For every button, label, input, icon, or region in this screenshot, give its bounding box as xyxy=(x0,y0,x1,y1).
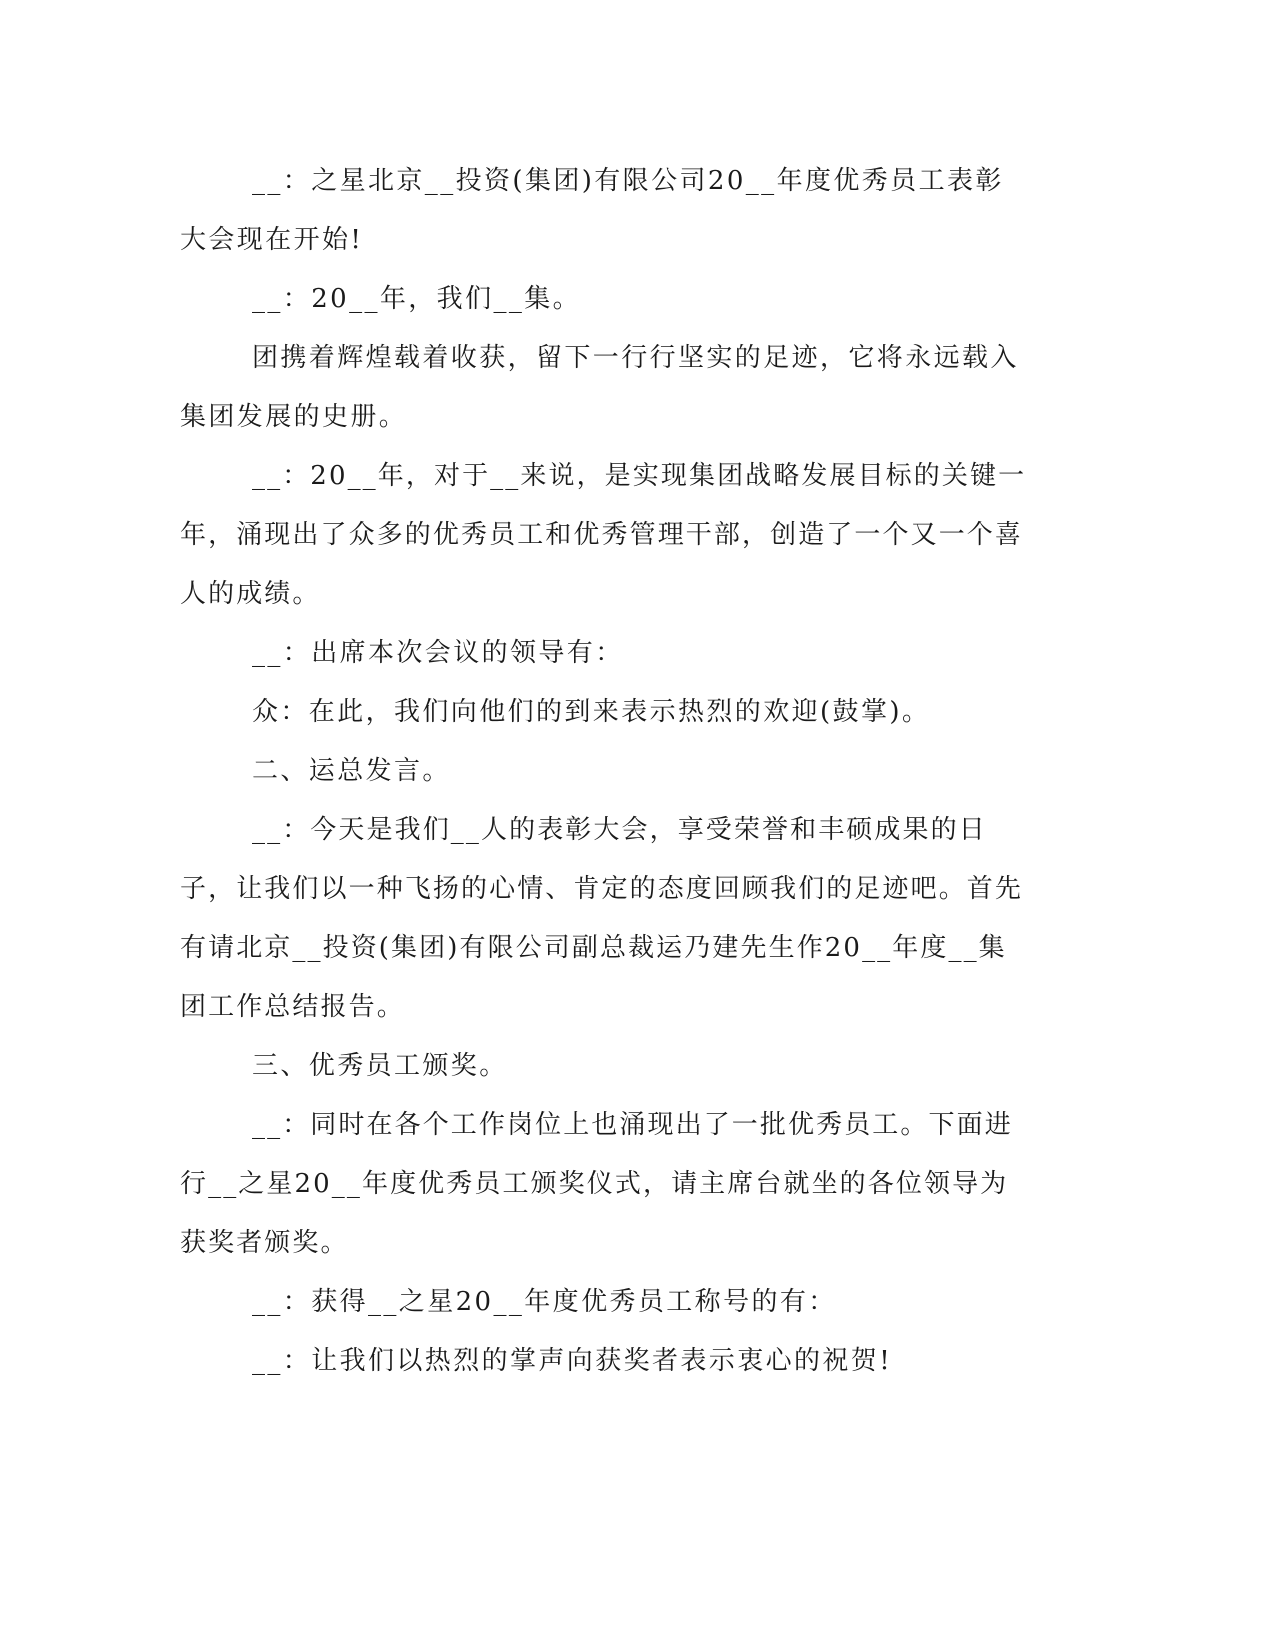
paragraph-award-winners: __：获得__之星20__年度优秀员工称号的有： xyxy=(252,1287,837,1317)
section-heading-speech: 二、运总发言。 xyxy=(252,756,451,786)
paragraph-leaders: __：出席本次会议的领导有： xyxy=(252,638,624,668)
paragraph-key-year: __：20__年，对于__来说，是实现集团战略发展目标的关键一年，涌现出了众多的优秀员工和优秀管理干部，创造了一个又一个喜人的成绩。 xyxy=(180,461,1027,609)
paragraph-achievements: 团携着辉煌载着收获，留下一行行坚实的足迹，它将永远载入集团发展的史册。 xyxy=(180,343,1019,432)
paragraph-welcome: 众：在此，我们向他们的到来表示热烈的欢迎(鼓掌)。 xyxy=(252,697,931,727)
paragraph-congratulations: __：让我们以热烈的掌声向获奖者表示衷心的祝贺! xyxy=(252,1346,893,1376)
paragraph-report: __：今天是我们__人的表彰大会，享受荣誉和丰硕成果的日子，让我们以一种飞扬的心情、肯定的态度回顾我们的足迹吧。首先有请北京__投资(集团)有限公司副总裁运乃建先生作20__年度__集团工作总结报告。 xyxy=(180,815,1024,1022)
paragraph-award-ceremony: __：同时在各个工作岗位上也涌现出了一批优秀员工。下面进行__之星20__年度优秀员工颁奖仪式，请主席台就坐的各位领导为获奖者颁奖。 xyxy=(180,1110,1013,1258)
document-body xyxy=(180,152,1032,1391)
paragraph-opening: __：之星北京__投资(集团)有限公司20__年度优秀员工表彰大会现在开始! xyxy=(180,166,1004,255)
section-heading-awards: 三、优秀员工颁奖。 xyxy=(252,1051,508,1081)
paragraph-year-intro: __：20__年，我们__集。 xyxy=(252,284,582,314)
